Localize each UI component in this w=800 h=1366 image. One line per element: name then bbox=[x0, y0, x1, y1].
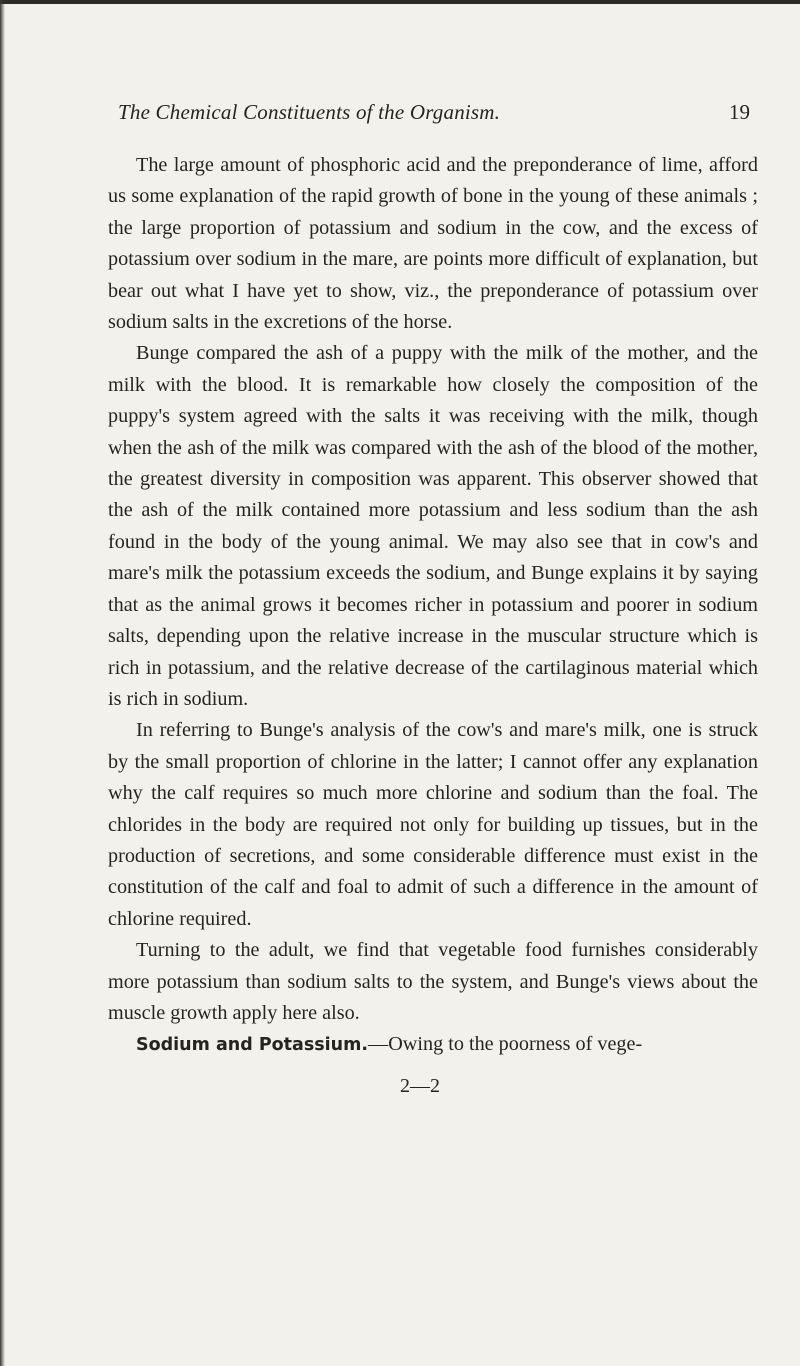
paragraph-phosphoric-acid: The large amount of phosphoric acid and the preponderance of lime, afford us some explanation of the rapid growth of bone in the young of these animals ; the large proportion of potassium and sodium in the cow, and the excess of potassium over sodium in the mare, are points more difficult of explanation, but bear out what I have yet to show, viz., the preponderance of potassium over sodium salts in the excretions of the horse. bbox=[108, 154, 758, 334]
section-paragraph bbox=[108, 1029, 758, 1061]
section-heading: Sodium and Potassium. bbox=[136, 1035, 369, 1056]
running-title: The Chemical Constituents of the Organism. bbox=[118, 100, 501, 124]
body-text bbox=[108, 150, 758, 1062]
page-header bbox=[118, 100, 750, 134]
paragraph-adult: Turning to the adult, we find that vegetable food furnishes considerably more potassium than sodium salts to the system, and Bunge's views about the muscle growth apply here also. bbox=[108, 939, 758, 1024]
paragraph-chlorine: In referring to Bunge's analysis of the cow's and mare's milk, one is struck by the small proportion of chlorine in the latter; I cannot offer any explanation why the calf requires so much more chlorine and sodium than the foal. The chlorides in the body are required not only for building up tissues, but in the production of secretions, and some considerable difference must exist in the constitution of the calf and foal to admit of such a difference in the amount of chlorine required. bbox=[108, 719, 758, 930]
section-text: —Owing to the poorness of vege- bbox=[368, 1033, 643, 1056]
signature-mark: 2—2 bbox=[400, 1075, 440, 1097]
binding-edge-shadow bbox=[0, 0, 5, 1366]
paragraph-bunge-puppy: Bunge compared the ash of a puppy with the milk of the mother, and the milk with the blood. It is remarkable how closely the composition of the puppy's system agreed with the salts it was receiving with the milk, though when the ash of the milk was compared with the ash of the blood of the mother, the greatest diversity in composition was apparent. This observer showed that the ash of the milk contained more potassium and less sodium than the ash found in the body of the young animal. We may also see that in cow's and mare's milk the potassium exceeds the sodium, and Bunge explains it by saying that as the animal grows it becomes richer in potassium and poorer in sodium salts, depending upon the relative increase in the muscular structure which is rich in potassium, and the relative decrease of the cartilaginous material which is rich in sodium. bbox=[108, 342, 758, 710]
top-edge-rule bbox=[0, 0, 800, 4]
page-number: 19 bbox=[729, 100, 750, 124]
